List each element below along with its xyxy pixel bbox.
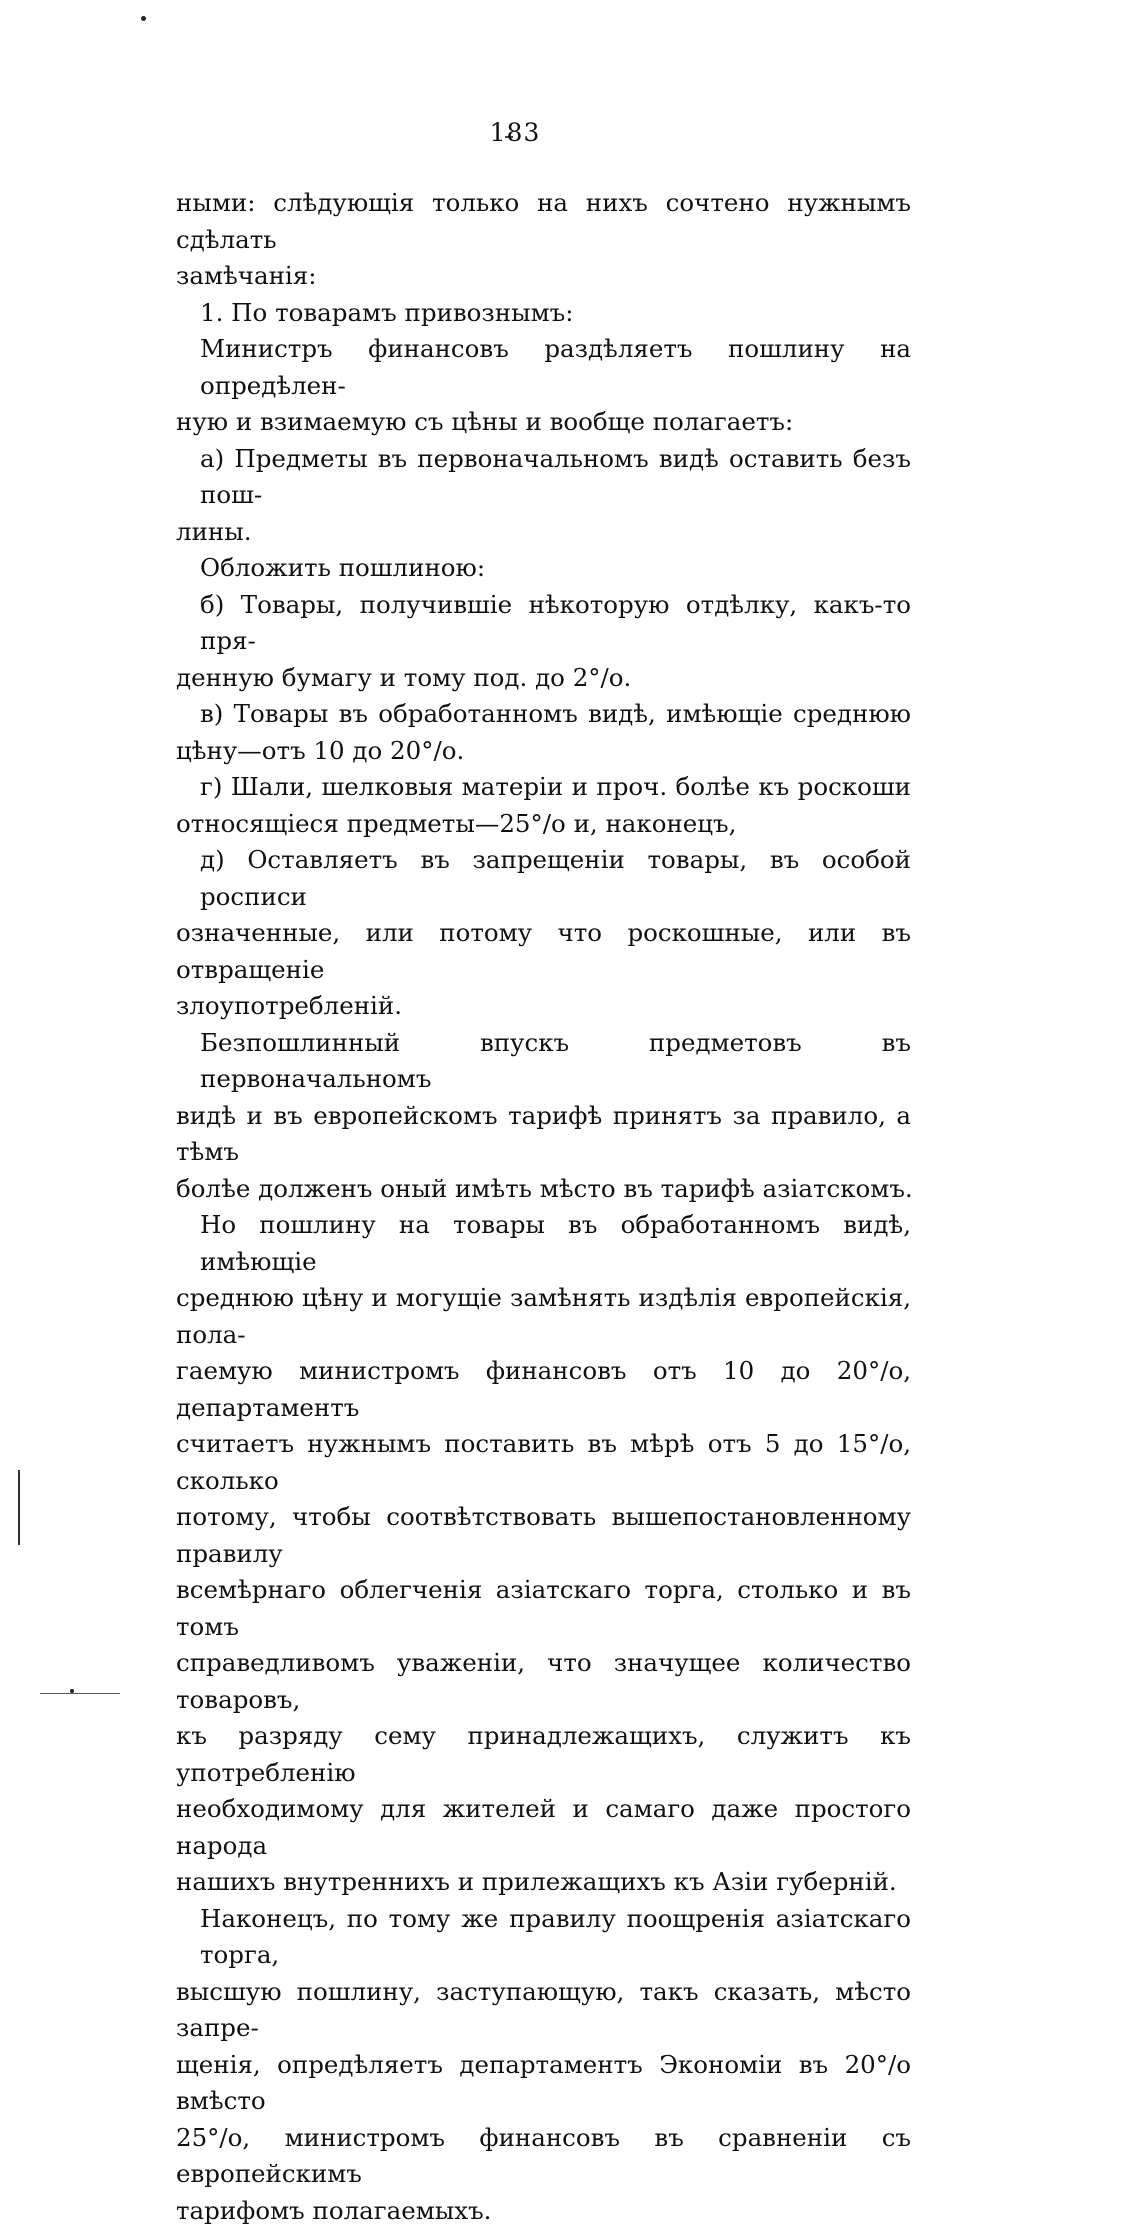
scan-edge-line xyxy=(18,1470,20,1545)
text-line: денную бумагу и тому под. до 2°/о. xyxy=(176,660,911,697)
text-line: цѣну—отъ 10 до 20°/о. xyxy=(176,733,911,770)
text-line: потому, чтобы соотвѣтствовать вышепостановленному правилу xyxy=(176,1499,911,1572)
text-line: тарифомъ полагаемыхъ. xyxy=(176,2193,911,2229)
text-line: справедливомъ уваженіи, что значущее количество товаровъ, xyxy=(176,1645,911,1718)
text-line: необходимому для жителей и самаго даже простого народа xyxy=(176,1791,911,1864)
text-line: ными: слѣдующія только на нихъ сочтено нужнымъ сдѣлать xyxy=(176,185,911,258)
page-number: 183 xyxy=(0,118,1030,147)
text-line: относящіеся предметы—25°/о и, наконецъ, xyxy=(176,806,911,843)
text-line: г) Шали, шелковыя матеріи и проч. болѣе къ роскоши xyxy=(176,769,911,806)
text-line: злоупотребленій. xyxy=(176,988,911,1025)
text-line: высшую пошлину, заступающую, такъ сказать, мѣсто запре- xyxy=(176,1974,911,2047)
text-line: 1. По товарамъ привознымъ: xyxy=(176,295,911,332)
text-line: къ разряду сему принадлежащихъ, служитъ къ употребленію xyxy=(176,1718,911,1791)
ink-speck xyxy=(141,16,146,21)
text-line: видѣ и въ европейскомъ тарифѣ принятъ за правило, а тѣмъ xyxy=(176,1098,911,1171)
text-line: Министръ финансовъ раздѣляетъ пошлину на опредѣлен- xyxy=(176,331,911,404)
text-line: в) Товары въ обработанномъ видѣ, имѣющіе среднюю xyxy=(176,696,911,733)
text-line: среднюю цѣну и могущіе замѣнять издѣлія европейскія, пола- xyxy=(176,1280,911,1353)
text-line: лины. xyxy=(176,514,911,551)
text-line: Но пошлину на товары въ обработанномъ видѣ, имѣющіе xyxy=(176,1207,911,1280)
text-line: гаемую министромъ финансовъ отъ 10 до 20°/о, департаментъ xyxy=(176,1353,911,1426)
text-line: Безпошлинный впускъ предметовъ въ первоначальномъ xyxy=(176,1025,911,1098)
text-line: Обложить пошлиною: xyxy=(176,550,911,587)
ink-speck xyxy=(70,1689,74,1693)
text-line: ную и взимаемую съ цѣны и вообще полагаетъ: xyxy=(176,404,911,441)
text-line: д) Оставляетъ въ запрещеніи товары, въ особой росписи xyxy=(176,842,911,915)
text-line: считаетъ нужнымъ поставить въ мѣрѣ отъ 5 до 15°/о, сколько xyxy=(176,1426,911,1499)
text-line: Наконецъ, по тому же правилу поощренія азіатскаго торга, xyxy=(176,1901,911,1974)
text-line: нашихъ внутреннихъ и прилежащихъ къ Азіи губерній. xyxy=(176,1864,911,1901)
text-line: а) Предметы въ первоначальномъ видѣ оставить безъ пош- xyxy=(176,441,911,514)
text-line: болѣе долженъ оный имѣть мѣсто въ тарифѣ азіатскомъ. xyxy=(176,1171,911,1208)
body-text xyxy=(176,185,911,2229)
text-line: б) Товары, получившіе нѣкоторую отдѣлку, какъ-то пря- xyxy=(176,587,911,660)
text-line: всемѣрнаго облегченія азіатскаго торга, столько и въ томъ xyxy=(176,1572,911,1645)
text-line: означенные, или потому что роскошные, или въ отвращеніе xyxy=(176,915,911,988)
text-line: 25°/о, министромъ финансовъ въ сравненіи съ европейскимъ xyxy=(176,2120,911,2193)
text-line: замѣчанія: xyxy=(176,258,911,295)
scan-bottom-rule xyxy=(40,1693,120,1694)
text-line: щенія, опредѣляетъ департаментъ Экономіи въ 20°/о вмѣсто xyxy=(176,2047,911,2120)
